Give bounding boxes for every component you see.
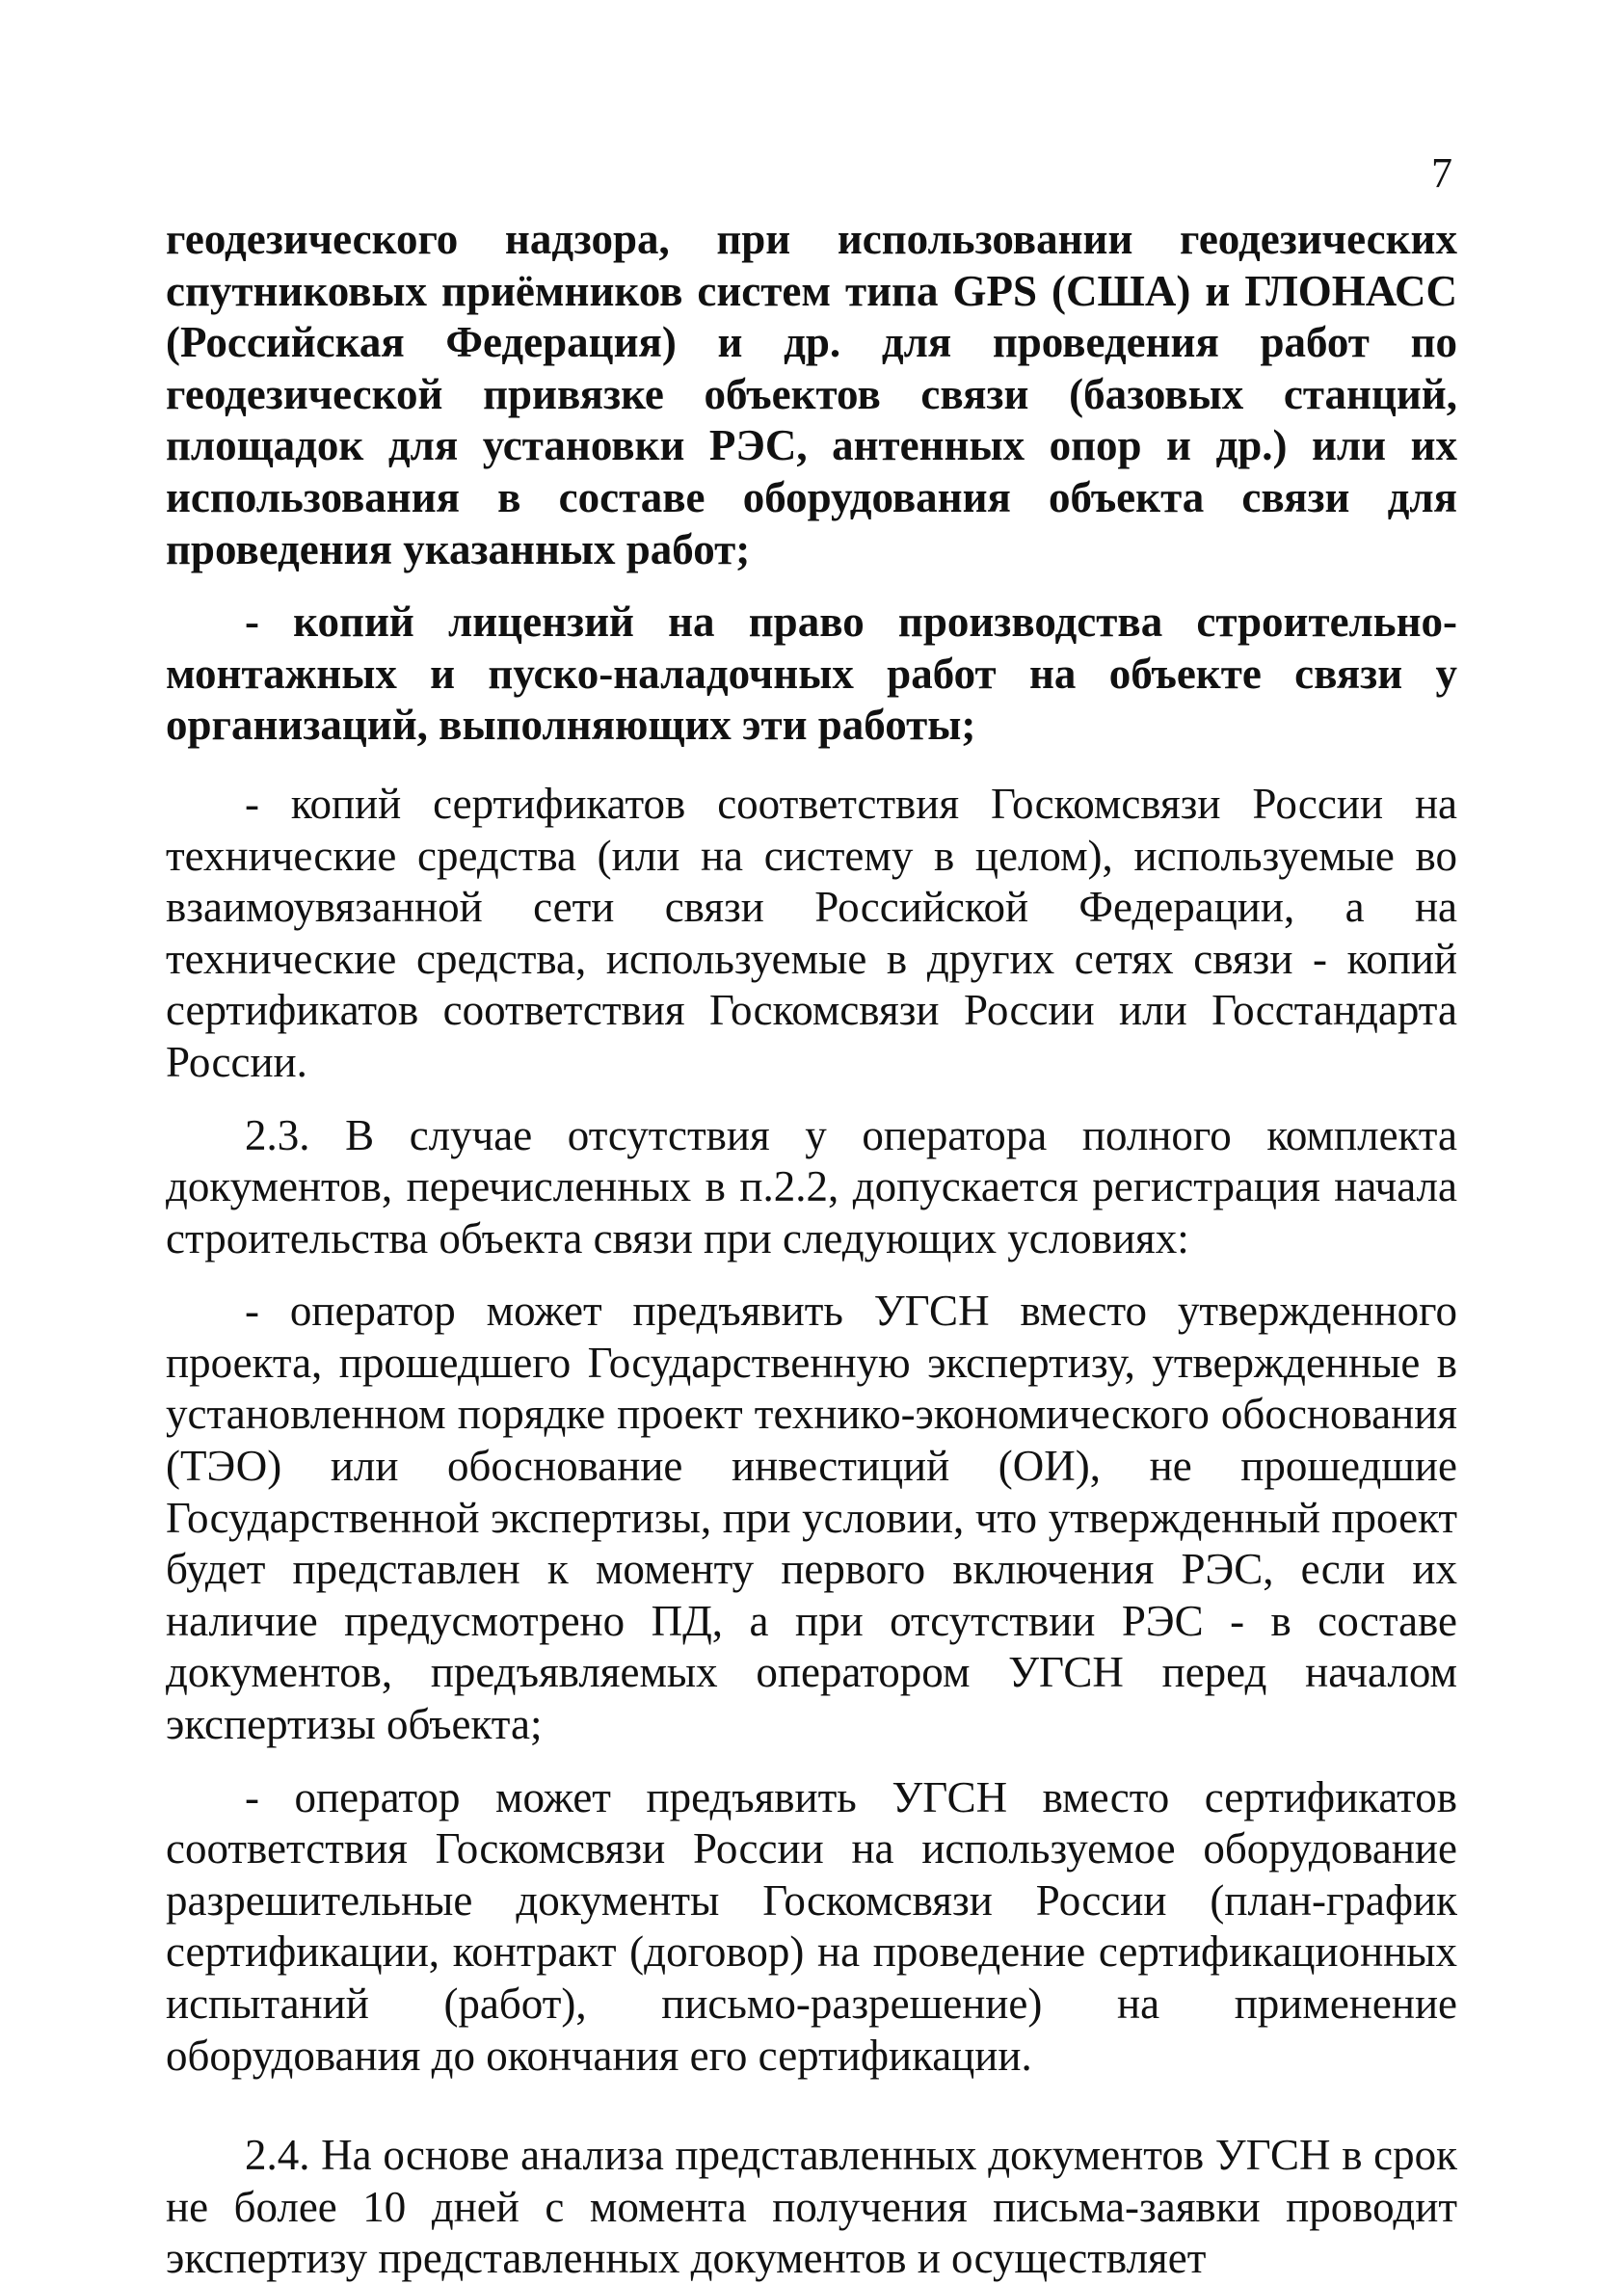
paragraph-certificate-copies: - копий сертификатов соответствия Госкомсвязи России на технические средства (или на систему в целом), используемые во взаимоувязанной сети связи Российской Федерации, а на технические средства, используемые в других сетях связи - копий сертификатов соответствия Госкомсвязи России или Госстандарта России.: [166, 779, 1457, 1086]
paragraph-section-2-3: 2.3. В случае отсутствия у оператора полного комплекта документов, перечисленных в п.2.2, допускается регистрация начала строительства объекта связи при следующих условиях:: [166, 1110, 1457, 1262]
page-number: 7: [1431, 149, 1452, 197]
paragraph-license-copies: - копий лицензий на право производства строительно-монтажных и пуско-наладочных работ на объекте связи у организаций, выполняющих эти работы;: [166, 598, 1457, 750]
paragraph-geodetic-receivers: геодезического надзора, при использовании геодезических спутниковых приёмников систем типа GPS (США) и ГЛОНАСС (Российская Федерация) и др. для проведения работ по геодезической привязке объектов связи (базовых станций, площадок для установки РЭС, антенных опор и др.) или их использования в составе оборудования объекта связи для проведения указанных работ;: [166, 215, 1457, 573]
paragraph-section-2-4: 2.4. На основе анализа представленных документов УГСН в срок не более 10 дней с момента получения письма-заявки проводит экспертизу представленных документов и осуществляет: [166, 2131, 1457, 2283]
paragraph-project-substitute: - оператор может предъявить УГСН вместо утвержденного проекта, прошедшего Государственную экспертизу, утвержденные в установленном порядке проект технико-экономического обоснования (ТЭО) или обоснование инвестиций (ОИ), не прошедшие Государственной экспертизы, при условии, что утвержденный проект будет представлен к моменту первого включения РЭС, если их наличие предусмотрено ПД, а при отсутствии РЭС - в составе документов, предъявляемых оператором УГСН перед началом экспертизы объекта;: [166, 1287, 1457, 1749]
document-body: [166, 214, 1457, 2285]
paragraph-permit-documents: - оператор может предъявить УГСН вместо сертификатов соответствия Госкомсвязи России на используемое оборудование разрешительные документы Госкомсвязи России (план-график сертификации, контракт (договор) на проведение сертификационных испытаний (работ), письмо-разрешение) на применение оборудования до окончания его сертификации.: [166, 1772, 1457, 2080]
